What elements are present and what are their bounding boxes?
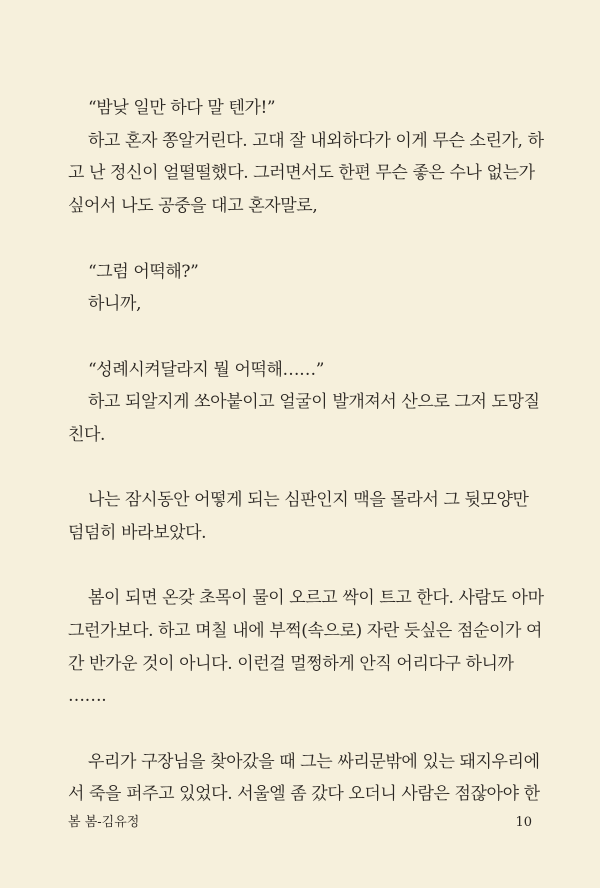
text-line: 그런가보다. 하고 며칠 내에 부쩍(속으로) 자란 듯싶은 점순이가 여	[68, 621, 543, 641]
text-line: …….	[68, 686, 107, 706]
text-line: 우리가 구장님을 찾아갔을 때 그는 싸리문밖에 있는 돼지우리에	[88, 752, 540, 772]
text-line: “밤낮 일만 하다 말 텐가!”	[88, 98, 276, 118]
text-line: 간 반가운 것이 아니다. 이런걸 멀쩡하게 안직 어리다구 하니까	[68, 654, 514, 674]
text-line: 싶어서 나도 공중을 대고 혼자말로,	[68, 196, 318, 216]
text-line: 덤덤히 바라보았다.	[68, 523, 207, 543]
text-line: 친다.	[68, 425, 106, 445]
text-line: 서 죽을 퍼주고 있었다. 서울엘 좀 갔다 오더니 사람은 점잖아야 한	[68, 784, 540, 804]
text-line: “그럼 어떡해?”	[88, 262, 199, 282]
text-line: 고 난 정신이 얼떨떨했다. 그러면서도 한편 무슨 좋은 수나 없는가	[68, 163, 535, 183]
text-line: “성례시켜달라지 뭘 어떡해……”	[88, 360, 325, 380]
text-line: 나는 잠시동안 어떻게 되는 심판인지 맥을 몰라서 그 뒷모양만	[88, 490, 529, 510]
running-footer-title: 봄 봄-김유정	[68, 815, 140, 830]
page-number: 10	[515, 815, 532, 830]
text-line: 봄이 되면 온갖 초목이 물이 오르고 싹이 트고 한다. 사람도 아마	[88, 588, 544, 608]
text-line: 하니까,	[88, 294, 142, 314]
text-line: 하고 혼자 쫑알거린다. 고대 잘 내외하다가 이게 무슨 소린가, 하	[88, 131, 544, 151]
text-line: 하고 되알지게 쏘아붙이고 얼굴이 발개져서 산으로 그저 도망질	[88, 392, 540, 412]
